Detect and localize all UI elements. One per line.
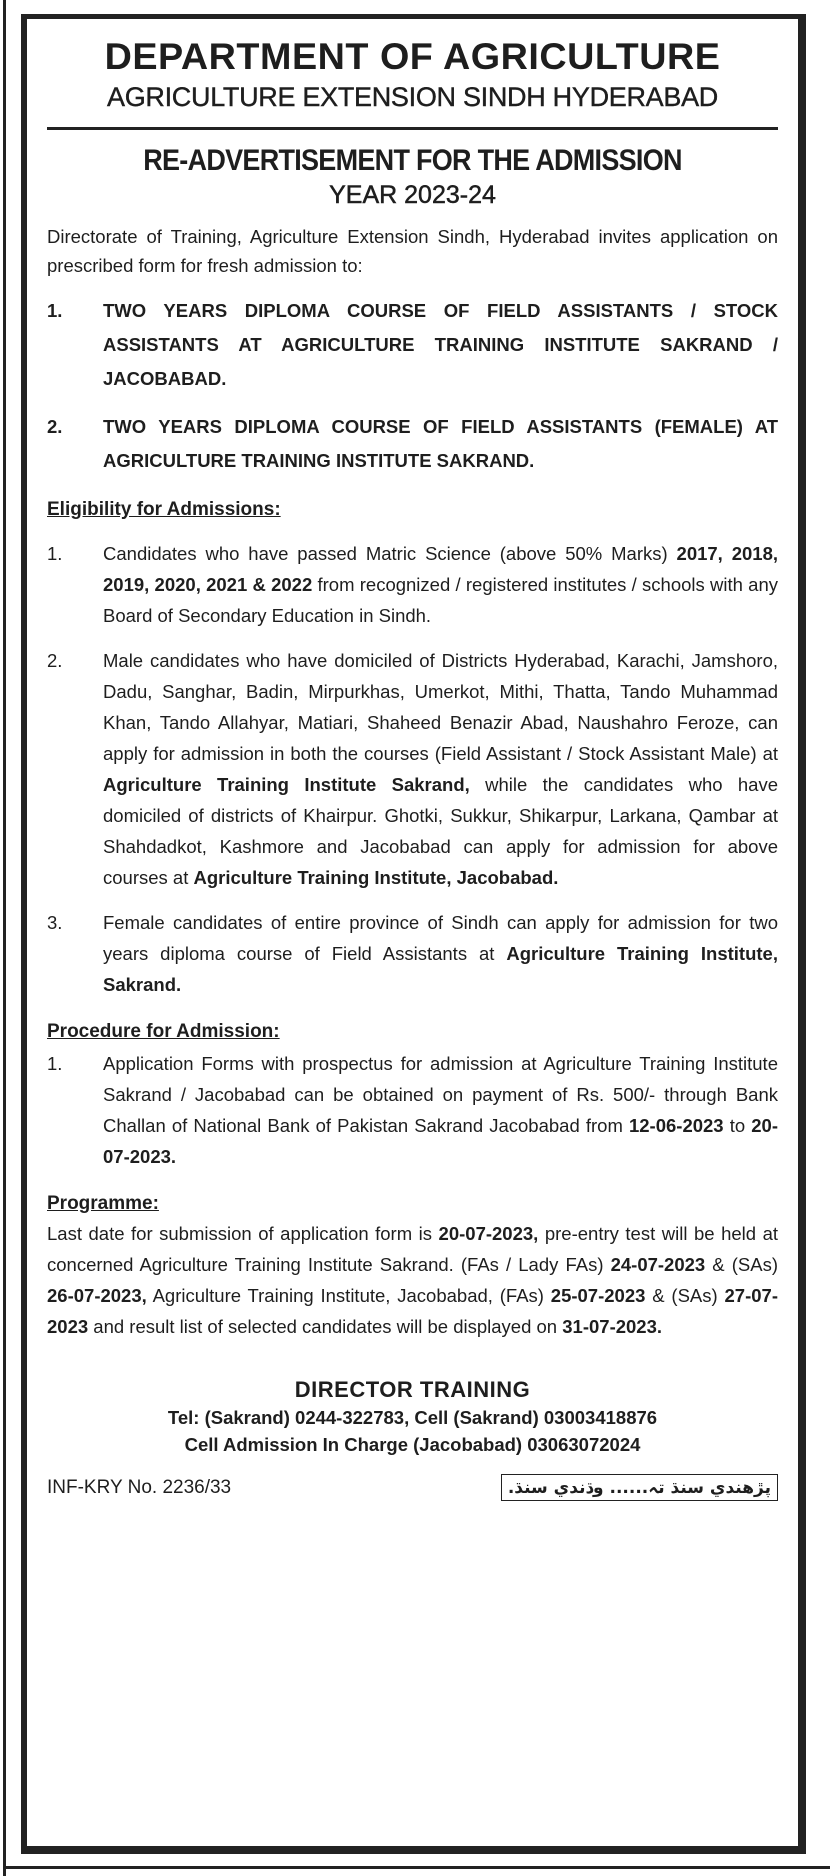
item-number: 2. bbox=[47, 650, 63, 671]
item-text bbox=[103, 1048, 778, 1172]
department-title: DEPARTMENT OF AGRICULTURE bbox=[104, 36, 721, 77]
item-text-part: to bbox=[723, 1115, 752, 1136]
notice-title: RE-ADVERTISEMENT FOR THE ADMISSION bbox=[143, 144, 682, 177]
eligibility-item bbox=[47, 538, 778, 631]
item-text-part: Male candidates who have domiciled of Districts Hyderabad, Karachi, Jamshoro, Dadu, Sanghar, Badin, Mirpurkhas, Umerkot, Mithi, Thatta, Tando Muhammad Khan, Tando Allahyar, Matiari, Shaheed Benazir Abad, Naushahro Feroze, can apply for admission in both the courses (Field Assistant / Stock Assistant Male) at bbox=[103, 650, 778, 764]
programme-text: and result list of selected candidates will be displayed on bbox=[88, 1316, 563, 1337]
eligibility-heading: Eligibility for Admissions: bbox=[47, 499, 281, 520]
course-text: TWO YEARS DIPLOMA COURSE OF FIELD ASSISTANTS (FEMALE) AT AGRICULTURE TRAINING INSTITUTE SAKRAND. bbox=[103, 416, 778, 471]
item-number: 1. bbox=[47, 1053, 63, 1074]
item-text-bold: 2017, 2018, 2019, 2020, 2021 & 2022 bbox=[103, 543, 779, 595]
item-text-part: while the candidates who have domiciled of districts of Khairpur. Ghotki, Sukkur, Shikarpur, Larkana, Qambar at Shahdadkot, Kashmore and Jacobabad can apply for admission for above courses at bbox=[103, 774, 778, 888]
notice-year: YEAR 2023-24 bbox=[329, 181, 496, 209]
outer-bottom-rule bbox=[6, 1866, 830, 1869]
course-number: 1. bbox=[47, 300, 63, 321]
item-text-bold: Agriculture Training Institute, Sakrand. bbox=[103, 943, 778, 995]
programme-paragraph bbox=[47, 1218, 778, 1342]
programme-text: & (SAs) bbox=[705, 1254, 778, 1275]
signatory-title: DIRECTOR TRAINING bbox=[294, 1377, 531, 1402]
item-number: 1. bbox=[47, 543, 63, 564]
department-subtitle: AGRICULTURE EXTENSION SINDH HYDERABAD bbox=[107, 82, 718, 112]
reference-number: INF-KRY No. 2236/33 bbox=[47, 1476, 232, 1498]
programme-date: 24-07-2023 bbox=[610, 1254, 706, 1275]
programme-text: pre-entry test will be held at concerned Agriculture Training Institute Sakrand. (FAs / Lady FAs) bbox=[47, 1223, 778, 1275]
item-text-part: Application Forms with prospectus for admission at Agriculture Training Institute Sakrand / Jacobabad can be obtained on payment of Rs. 500/- through Bank Challan of National Bank of Pakistan Sakrand Jacobabad from bbox=[103, 1053, 778, 1136]
programme-date: 20-07-2023, bbox=[438, 1223, 539, 1244]
programme-heading: Programme: bbox=[47, 1193, 159, 1214]
programme-text: Agriculture Training Institute, Jacobabad, (FAs) bbox=[146, 1285, 551, 1306]
item-text-part: Candidates who have passed Matric Science (above 50% Marks) bbox=[103, 543, 677, 564]
item-text bbox=[103, 538, 778, 631]
intro-paragraph: Directorate of Training, Agriculture Extension Sindh, Hyderabad invites application on prescribed form for fresh admission to: bbox=[47, 226, 778, 276]
programme-text: & (SAs) bbox=[645, 1285, 725, 1306]
contact-line: Cell Admission In Charge (Jacobabad) 03063072024 bbox=[184, 1434, 641, 1455]
contact-line: Tel: (Sakrand) 0244-322783, Cell (Sakrand) 03003418876 bbox=[167, 1407, 658, 1428]
procedure-item bbox=[47, 1048, 778, 1172]
course-number: 2. bbox=[47, 416, 63, 437]
course-text: TWO YEARS DIPLOMA COURSE OF FIELD ASSISTANTS / STOCK ASSISTANTS AT AGRICULTURE TRAINING INSTITUTE SAKRAND / JACOBABAD. bbox=[103, 300, 778, 389]
programme-date: 31-07-2023. bbox=[562, 1316, 663, 1337]
course-item bbox=[47, 294, 778, 396]
item-text bbox=[103, 645, 778, 893]
programme-date: 25-07-2023 bbox=[550, 1285, 646, 1306]
item-text-bold: 12-06-2023 bbox=[628, 1115, 724, 1136]
item-number: 3. bbox=[47, 912, 63, 933]
item-text-part: from recognized / registered institutes / schools with any Board of Secondary Education in Sindh. bbox=[103, 574, 778, 626]
item-text-bold: Agriculture Training Institute Sakrand, bbox=[103, 774, 470, 795]
eligibility-item bbox=[47, 907, 778, 1000]
procedure-heading: Procedure for Admission: bbox=[47, 1021, 280, 1042]
programme-text: Last date for submission of application form is bbox=[47, 1223, 439, 1244]
programme-date: 27-07-2023 bbox=[47, 1285, 778, 1337]
signature-block bbox=[47, 1376, 778, 1458]
item-text-part: Female candidates of entire province of Sindh can apply for admission for two years diploma course of Field Assistants at bbox=[103, 912, 778, 964]
footer bbox=[47, 1474, 778, 1501]
programme-date: 26-07-2023, bbox=[47, 1285, 147, 1306]
eligibility-item bbox=[47, 645, 778, 893]
advertisement-box bbox=[21, 14, 806, 1854]
outer-left-rule bbox=[3, 0, 6, 1876]
item-text-bold: Agriculture Training Institute, Jacobabad. bbox=[193, 867, 559, 888]
course-item bbox=[47, 410, 778, 478]
item-text bbox=[103, 907, 778, 1000]
item-text-bold: 20-07-2023. bbox=[103, 1115, 778, 1167]
header-divider bbox=[47, 127, 778, 130]
sindhi-slogan-box: پڙهندي سنڌ تہ...... وڌندي سنڌ. bbox=[501, 1474, 778, 1501]
advertisement-content bbox=[47, 19, 778, 1501]
